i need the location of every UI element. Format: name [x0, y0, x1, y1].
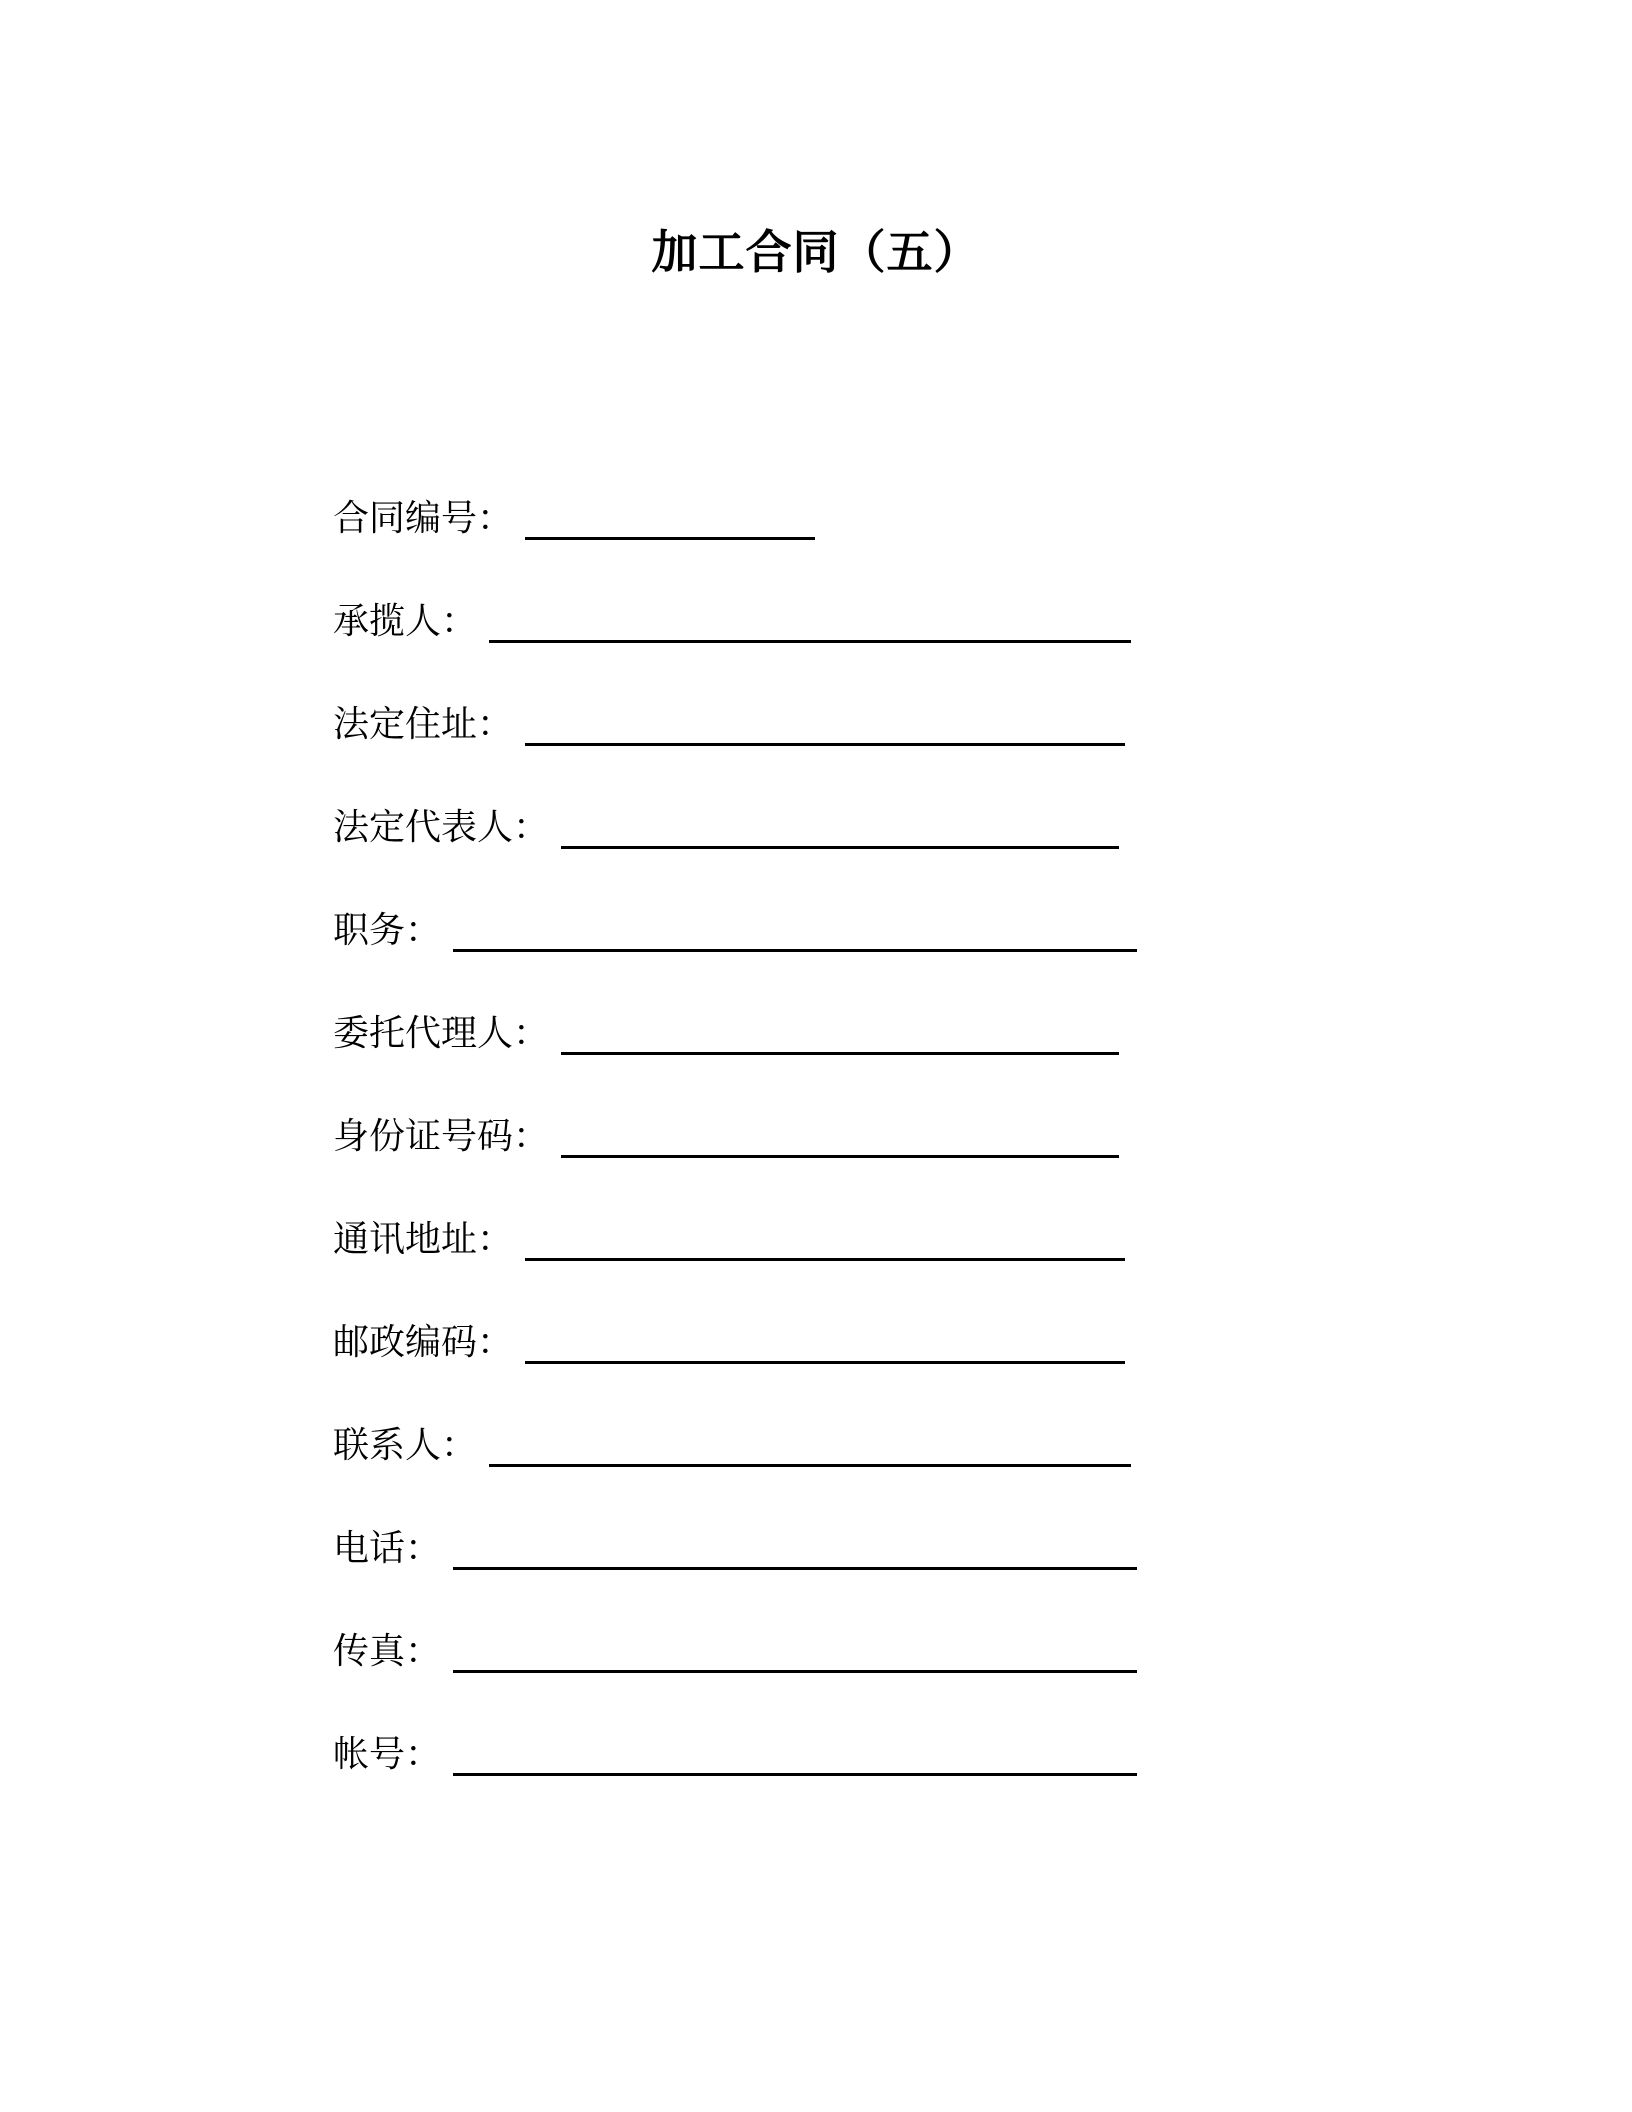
field-authorized-agent	[333, 1009, 1119, 1059]
field-label: 帐号	[333, 1734, 406, 1775]
field-colon: ：	[441, 601, 478, 642]
phone-blank[interactable]	[453, 1535, 1137, 1570]
field-colon: ：	[405, 910, 442, 951]
field-account-number	[333, 1730, 1137, 1780]
fax-blank[interactable]	[453, 1638, 1137, 1673]
account-number-blank[interactable]	[453, 1741, 1137, 1776]
legal-address-blank[interactable]	[525, 711, 1125, 746]
field-position	[333, 906, 1137, 956]
field-colon: ：	[477, 704, 514, 745]
authorized-agent-blank[interactable]	[561, 1020, 1119, 1055]
field-label: 合同编号	[333, 498, 478, 539]
field-colon: ：	[405, 1528, 442, 1569]
field-label: 身份证号码	[333, 1116, 514, 1157]
field-legal-address	[333, 700, 1125, 750]
field-fax	[333, 1627, 1137, 1677]
field-colon: ：	[513, 807, 550, 848]
field-colon: ：	[513, 1013, 550, 1054]
field-id-number	[333, 1112, 1119, 1162]
field-label: 承揽人	[333, 601, 442, 642]
field-colon: ：	[513, 1116, 550, 1157]
field-colon: ：	[441, 1425, 478, 1466]
field-label: 传真	[333, 1631, 406, 1672]
field-colon: ：	[477, 1219, 514, 1260]
field-postal-code	[333, 1318, 1125, 1368]
field-label: 电话	[333, 1528, 406, 1569]
id-number-blank[interactable]	[561, 1123, 1119, 1158]
field-contractor	[333, 597, 1131, 647]
field-label: 法定住址	[333, 704, 478, 745]
field-label: 职务	[333, 910, 406, 951]
field-colon: ：	[477, 498, 514, 539]
mailing-address-blank[interactable]	[525, 1226, 1125, 1261]
field-colon: ：	[477, 1322, 514, 1363]
field-legal-representative	[333, 803, 1119, 853]
contact-person-blank[interactable]	[489, 1432, 1131, 1467]
field-contract-number	[333, 494, 815, 544]
field-label: 联系人	[333, 1425, 442, 1466]
field-phone	[333, 1524, 1137, 1574]
field-mailing-address	[333, 1215, 1125, 1265]
field-label: 法定代表人	[333, 807, 514, 848]
postal-code-blank[interactable]	[525, 1329, 1125, 1364]
field-colon: ：	[405, 1631, 442, 1672]
contractor-blank[interactable]	[489, 608, 1131, 643]
field-label: 邮政编码	[333, 1322, 478, 1363]
contract-number-blank[interactable]	[525, 505, 815, 540]
field-colon: ：	[405, 1734, 442, 1775]
legal-representative-blank[interactable]	[561, 814, 1119, 849]
position-blank[interactable]	[453, 917, 1137, 952]
field-contact-person	[333, 1421, 1131, 1471]
field-label: 委托代理人	[333, 1013, 514, 1054]
document-title: 加工合同（五）	[651, 225, 981, 279]
field-label: 通讯地址	[333, 1219, 478, 1260]
